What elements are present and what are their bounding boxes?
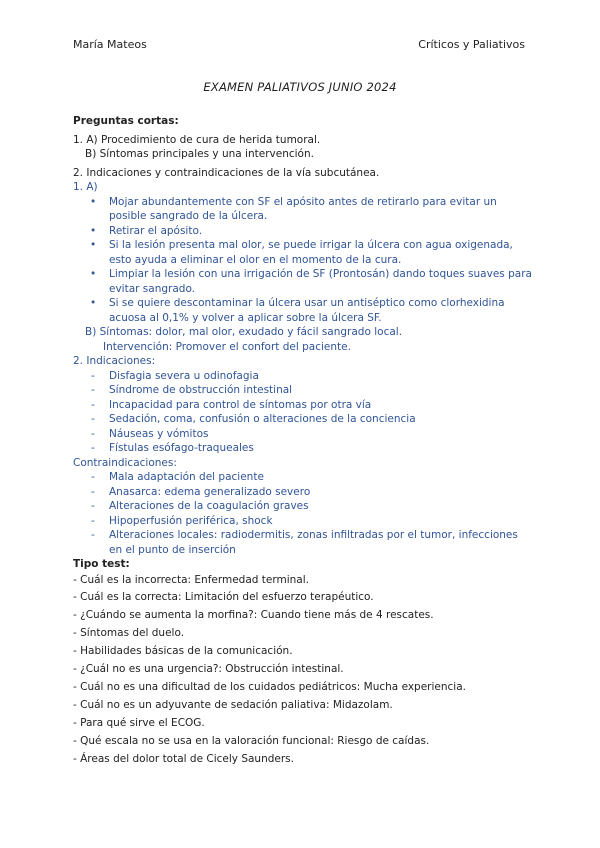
question-1a: 1. A) Procedimiento de cura de herida tumoral. (73, 133, 321, 146)
list-item: - Habilidades básicas de la comunicación. (73, 645, 293, 658)
contraindications-label: Contraindicaciones: (73, 456, 177, 469)
test-heading: Tipo test: (73, 558, 130, 570)
list-item: - Áreas del dolor total de Cicely Saunders. (73, 752, 294, 765)
list-item: - Anasarca: edema generalizado severo (91, 485, 311, 498)
bullet-icon: • (90, 297, 97, 309)
answer-1a-label: 1. A) (73, 181, 98, 193)
list-item: • Si la lesión presenta mal olor, se puede irrigar la úlcera con agua oxigenada, esto ayuda a eliminar el olor en el momento de la cura. (90, 239, 513, 266)
list-item: • Mojar abundantemente con SF el apósito antes de retirarlo para evitar un posible sangrado de la úlcera. (90, 195, 497, 222)
list-item: - Para qué sirve el ECOG. (73, 716, 205, 729)
question-2: 2. Indicaciones y contraindicaciones de la vía subcutánea. (73, 166, 380, 179)
contraindications-list (73, 470, 533, 557)
list-item: • Limpiar la lesión con una irrigación de SF (Prontosán) dando toques suaves para evitar sangrado. (90, 268, 532, 295)
test-list (73, 572, 533, 769)
list-item: - Mala adaptación del paciente (91, 471, 264, 483)
list-item: - Alteraciones de la coagulación graves (91, 500, 309, 512)
list-item: - Incapacidad para control de síntomas por otra vía (91, 398, 372, 411)
document-body (73, 114, 533, 768)
list-item: - Náuseas y vómitos (91, 427, 209, 440)
answer-1b-symptoms: B) Síntomas: dolor, mal olor, exudado y fácil sangrado local. (85, 326, 403, 338)
list-item: - Fístulas esófago-traqueales (91, 442, 254, 454)
list-item: - Sedación, coma, confusión o alteraciones de la conciencia (91, 413, 416, 425)
list-item: - ¿Cuándo se aumenta la morfina?: Cuando tiene más de 4 rescates. (73, 609, 434, 622)
list-item: - ¿Cuál no es una urgencia?: Obstrucción intestinal. (73, 663, 344, 676)
list-item: - Disfagia severa u odinofagia (91, 369, 259, 382)
list-item: - Cuál es la correcta: Limitación del esfuerzo terapéutico. (73, 591, 374, 604)
list-item: - Cuál es la incorrecta: Enfermedad terminal. (73, 573, 309, 586)
list-item: - Qué escala no se usa en la valoración funcional: Riesgo de caídas. (73, 734, 430, 747)
list-item: • Retirar el apósito. (90, 224, 203, 237)
short-questions-heading: Preguntas cortas: (73, 115, 179, 127)
bullet-icon: • (90, 239, 97, 251)
document-title: EXAMEN PALIATIVOS JUNIO 2024 (203, 80, 397, 94)
bullet-icon: • (90, 195, 97, 208)
list-item: - Alteraciones locales: radiodermitis, zonas infiltradas por el tumor, infecciones en el punto de inserción (91, 529, 518, 556)
list-item: - Síndrome de obstrucción intestinal (91, 384, 293, 396)
answer-1b-intervention: Intervención: Promover el confort del paciente. (103, 340, 351, 353)
answer-2-label: 2. Indicaciones: (73, 355, 156, 367)
list-item: - Cuál no es una dificultad de los cuidados pediátricos: Mucha experiencia. (73, 680, 466, 693)
list-item: - Hipoperfusión periférica, shock (91, 514, 273, 527)
answer-1a-list (73, 195, 533, 326)
header-subject: Críticos y Paliativos (418, 38, 525, 51)
bullet-icon: • (90, 268, 97, 280)
bullet-icon: • (90, 224, 97, 237)
header-author: María Mateos (73, 38, 147, 51)
question-1b: B) Síntomas principales y una intervención. (85, 148, 314, 160)
list-item: - Cuál no es un adyuvante de sedación paliativa: Midazolam. (73, 698, 393, 711)
list-item: • Si se quiere descontaminar la úlcera usar un antiséptico como clorhexidina acuosa al 0,1% y volver a aplicar sobre la úlcera SF. (90, 297, 505, 324)
list-item: - Síntomas del duelo. (73, 627, 185, 640)
indications-list (73, 369, 533, 456)
